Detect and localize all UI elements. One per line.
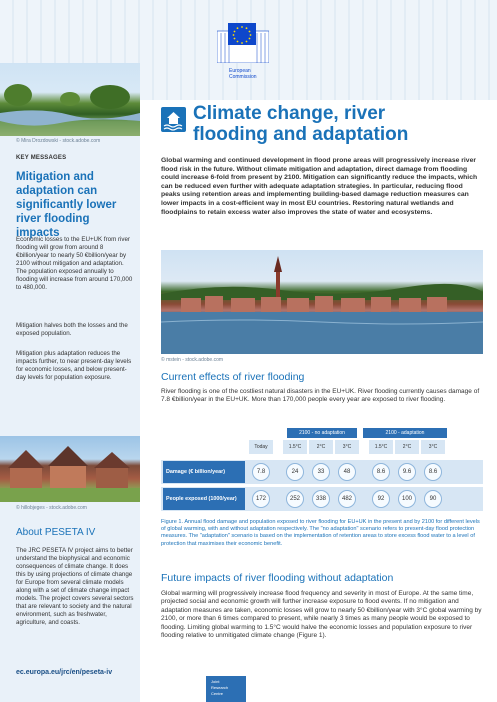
damage-3c-adapt: 8.6 <box>424 463 442 481</box>
ec-wordmark-line2: Commission <box>229 74 257 80</box>
people-3c-adapt: 90 <box>424 490 442 508</box>
houses-photo <box>0 436 140 502</box>
col-2c-no-adapt: 2°C <box>309 440 333 454</box>
col-1-5c-no-adapt: 1.5°C <box>283 440 307 454</box>
page-title <box>193 103 483 145</box>
ec-wordmark-line1: European <box>229 68 251 74</box>
riverside-town-photo <box>161 250 483 354</box>
key-message-headline: Mitigation and adaptation can significantly lower river flooding impacts <box>16 171 117 239</box>
page-title-line1: Climate change, river <box>193 103 386 124</box>
people-2c-no-adapt: 338 <box>312 490 330 508</box>
ec-wordmark <box>229 68 289 80</box>
town-illustration <box>161 250 483 354</box>
about-text: The JRC PESETA IV project aims to better understand the biophysical and economic consequences of climate change. It does this by using projections of climate change for Europe from several climate models along with a set of climate change impact models. The project covers several sectors that are relevant to society and the natural environment, such as freshwater, agriculture, and coasts. <box>16 547 134 626</box>
section1-title: Current effects of river flooding <box>161 371 305 383</box>
photo1-credit: © Mira Drozdowski - stock.adobe.com <box>16 138 101 144</box>
col-2c-adapt: 2°C <box>395 440 419 454</box>
main-photo-credit: © mstein - stock.adobe.com <box>161 357 224 363</box>
figure-caption: Figure 1. Annual flood damage and population exposed to river flooding for EU+UK in the present and by 2100 for different levels of global warming, with and without adaptation respectively. The "no adaptation" scenario refers to present-day flood protection measures. The "adaptation" scenario is based on the implementation of retention areas to store excess flood water to a level of protection that maximises their economic benefit. <box>161 519 480 547</box>
trees-illustration <box>0 63 140 136</box>
col-1-5c-adapt: 1.5°C <box>369 440 393 454</box>
row-label-people: People exposed (1000/year) <box>163 488 245 510</box>
page-title-line2: flooding and adaptation <box>193 124 409 145</box>
damage-1-5c-adapt: 8.6 <box>372 463 390 481</box>
key-message-para2: Mitigation halves both the losses and the exposed population. <box>16 322 128 337</box>
river-landscape-photo <box>0 63 140 136</box>
intro-paragraph: Global warming and continued development in flood prone areas will progressively increase river flood risk in the future. Without climate mitigation and adaptation, direct damage from flooding could increase 6-fold from present by 2100. Mitigation can significantly reduce the impacts, which can be reduced even further with adequate adaptation strategies. In particular, reducing flood peaks using retention areas and implementing building-based damage reduction measures can lower impacts in a cost-efficient way in most EU countries. Restoring natural wetlands and floodplains to retain excess water also improves the state of water and ecosystems. <box>161 157 478 216</box>
berlaymont-building-icon <box>217 23 269 63</box>
jrc-line3: Centre <box>211 691 224 696</box>
section2-text: Global warming will progressively increase flood frequency and severity in most of Europe. At the same time, projected social and economic growth will further increase exposure to flood events. If no mitigation and adaptation measures are taken, economic losses will grow to nearly 50 €billion/year with 3°C global warming by 2100, or more than 6 times compared to present, while nearly 3 times as many people would be exposed to flooding. Limiting global warming to 1.5°C would halve the economic losses and population exposure to river flooding relative to unmitigated climate change (Figure 1). <box>161 590 482 640</box>
band-no-adaptation: 2100 - no adaptation <box>287 428 357 438</box>
key-message-para1: Economic losses to the EU+UK from river flooding will grow from around 8 €billion/year to nearly 50 €billion/year by 2100 without mitigation and adaptation. The population exposed annually to flooding will increase from around 170,000 to 480,000. <box>16 236 133 291</box>
flood-impact-table <box>161 428 483 514</box>
peseta-link[interactable]: ec.europa.eu/jrc/en/peseta-iv <box>16 669 113 676</box>
about-title: About PESETA IV <box>16 527 96 538</box>
key-messages-label: KEY MESSAGES <box>16 155 67 161</box>
section2-title: Future impacts of river flooding without adaptation <box>161 572 394 584</box>
photo2-credit: © hillobjeges - stock.adobe.com <box>16 505 87 511</box>
damage-2c-no-adapt: 33 <box>312 463 330 481</box>
col-3c-adapt: 3°C <box>421 440 445 454</box>
row-label-damage: Damage (€ billion/year) <box>163 461 245 483</box>
people-3c-no-adapt: 482 <box>338 490 356 508</box>
key-message-para3: Mitigation plus adaptation reduces the impacts further, to near present-day levels for economic losses, and below present-day levels for population exposure. <box>16 350 132 381</box>
section1-text: River flooding is one of the costliest natural disasters in the EU+UK. River flooding currently causes damage of 7.8 €billion/year in the EU+UK. More than 170,000 people every year are exposed to river flooding. <box>161 388 480 404</box>
jrc-line1: Joint <box>211 679 220 684</box>
flood-house-icon <box>161 107 186 132</box>
jrc-logo <box>206 676 246 702</box>
col-today: Today <box>249 440 273 454</box>
people-1-5c-no-adapt: 252 <box>286 490 304 508</box>
people-1-5c-adapt: 92 <box>372 490 390 508</box>
band-adaptation: 2100 - adaptation <box>363 428 447 438</box>
houses-illustration <box>0 436 140 502</box>
damage-today: 7.8 <box>252 463 270 481</box>
people-today: 172 <box>252 490 270 508</box>
people-2c-adapt: 100 <box>398 490 416 508</box>
damage-2c-adapt: 9.6 <box>398 463 416 481</box>
damage-1-5c-no-adapt: 24 <box>286 463 304 481</box>
european-commission-logo <box>211 18 275 92</box>
col-3c-no-adapt: 3°C <box>335 440 359 454</box>
jrc-line2: Research <box>211 685 229 690</box>
damage-3c-no-adapt: 48 <box>338 463 356 481</box>
